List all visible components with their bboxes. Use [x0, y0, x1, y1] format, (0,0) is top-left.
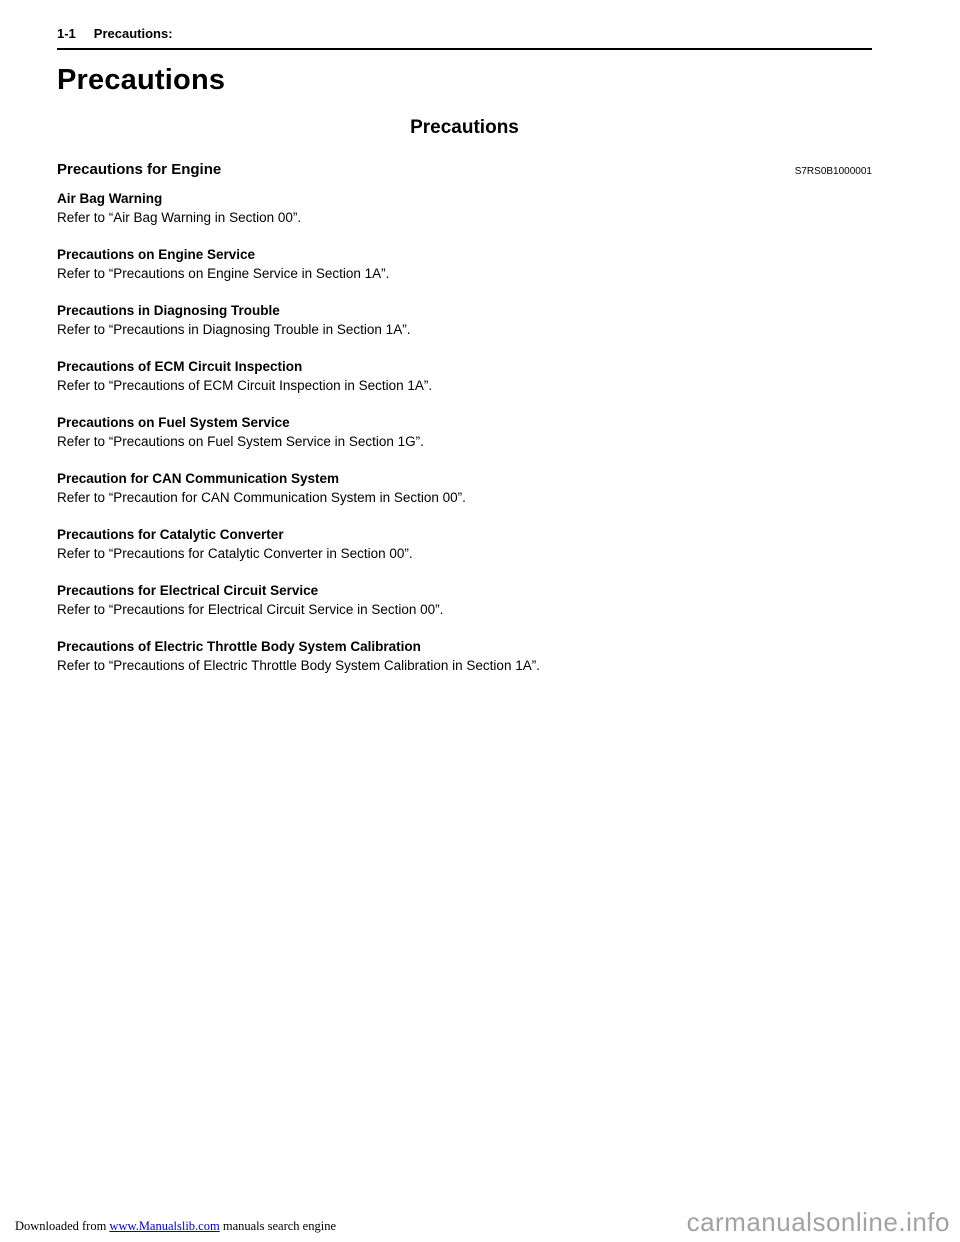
precaution-item — [57, 301, 872, 339]
header-rule — [57, 48, 872, 50]
item-title: Precautions of ECM Circuit Inspection — [57, 359, 303, 374]
item-title: Precautions of Electric Throttle Body System Calibration — [57, 639, 421, 654]
centered-section-title: Precautions — [410, 117, 519, 138]
precaution-item — [57, 245, 872, 283]
item-title: Precautions for Electrical Circuit Service — [57, 583, 319, 598]
download-suffix: manuals search engine — [222, 1219, 336, 1233]
precaution-item — [57, 581, 872, 619]
item-body: Refer to “Precautions on Engine Service in Section 1A”. — [57, 266, 390, 281]
item-body: Refer to “Precaution for CAN Communication System in Section 00”. — [57, 490, 466, 505]
precaution-list — [57, 189, 872, 675]
item-title: Precautions on Fuel System Service — [57, 415, 290, 430]
item-body: Refer to “Precautions of ECM Circuit Inspection in Section 1A”. — [57, 378, 433, 393]
item-title: Precaution for CAN Communication System — [57, 471, 340, 486]
running-header-section: Precautions: — [93, 26, 173, 41]
item-body: Refer to “Precautions for Catalytic Converter in Section 00”. — [57, 546, 413, 561]
item-body: Refer to “Precautions of Electric Throttle Body System Calibration in Section 1A”. — [57, 658, 540, 673]
precaution-item — [57, 469, 872, 507]
page-number: 1-1 — [57, 26, 76, 41]
download-prefix: Downloaded from — [15, 1219, 107, 1233]
item-title: Air Bag Warning — [57, 191, 163, 206]
item-title: Precautions in Diagnosing Trouble — [57, 303, 280, 318]
page-title: Precautions — [57, 64, 226, 96]
item-body: Refer to “Precautions on Fuel System Service in Section 1G”. — [57, 434, 424, 449]
item-title: Precautions on Engine Service — [57, 247, 256, 262]
manualslib-link[interactable]: www.Manualslib.com — [109, 1219, 220, 1233]
subsection-header — [57, 161, 872, 178]
running-header — [57, 26, 872, 48]
subsection-title: Precautions for Engine — [57, 161, 222, 178]
precaution-item — [57, 637, 872, 675]
precaution-item — [57, 357, 872, 395]
subsection-code: S7RS0B1000001 — [794, 166, 872, 177]
watermark-text: carmanualsonline.info — [686, 1207, 950, 1237]
item-title: Precautions for Catalytic Converter — [57, 527, 284, 542]
precaution-item — [57, 525, 872, 563]
precaution-item — [57, 189, 872, 227]
item-body: Refer to “Precautions for Electrical Circuit Service in Section 00”. — [57, 602, 444, 617]
item-body: Refer to “Air Bag Warning in Section 00”. — [57, 210, 302, 225]
item-body: Refer to “Precautions in Diagnosing Trouble in Section 1A”. — [57, 322, 411, 337]
download-attribution — [15, 1219, 336, 1234]
precaution-item — [57, 413, 872, 451]
